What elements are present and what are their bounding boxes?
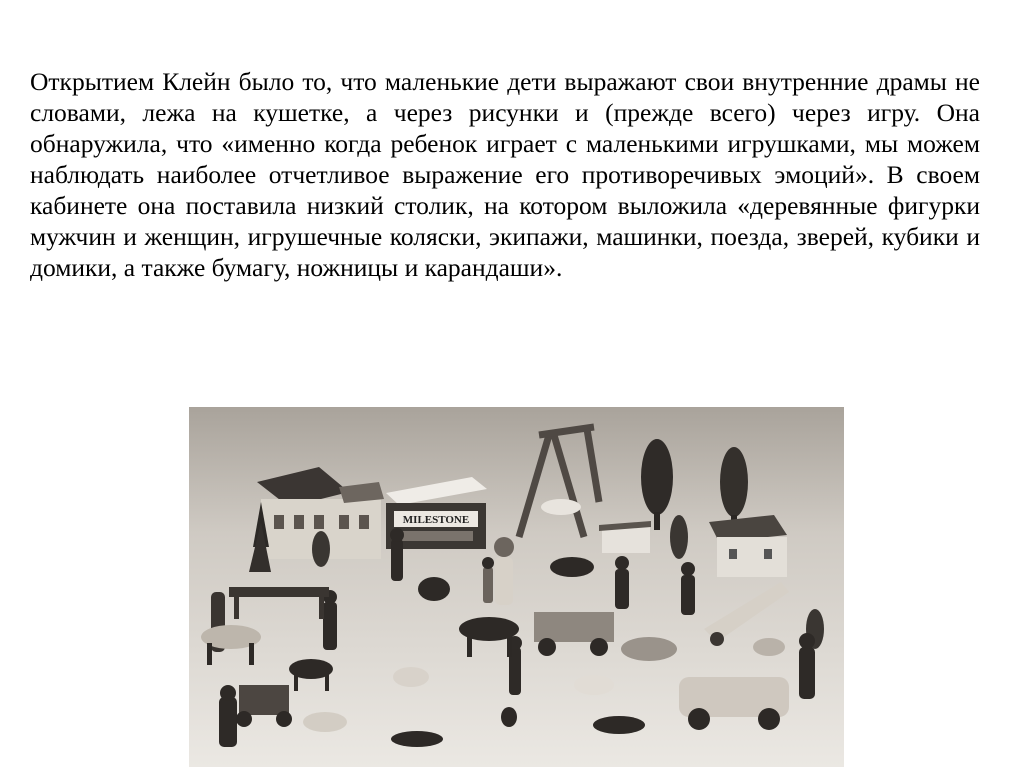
toy-house-right	[709, 515, 787, 577]
toys-photo-illustration	[189, 407, 844, 767]
toy-tree-small-1	[312, 531, 330, 567]
body-paragraph: Открытием Клейн было то, что маленькие дети выражают свои внутренние драмы не словами, лежа на кушетке, а через рисунки и (прежде всего) через игру. Она обнаружила, что «именно когда ребенок играет с маленькими игрушками, мы можем наблюдать наиболее отчетливое выражение его противоречивых эмоций». В своем кабинете она поставила низкий столик, на котором выложила «деревянные фигурки мужчин и женщин, игрушечные коляски, экипажи, машинки, поезда, зверей, кубики и домики, а также бумагу, ножницы и карандаши».	[30, 67, 980, 282]
toy-house-small	[599, 521, 651, 553]
toys-photo	[189, 407, 844, 767]
toy-swing-seat	[541, 499, 581, 515]
toy-tree-small-2	[670, 515, 688, 559]
milestone-box-label: MILESTONE	[402, 514, 470, 526]
